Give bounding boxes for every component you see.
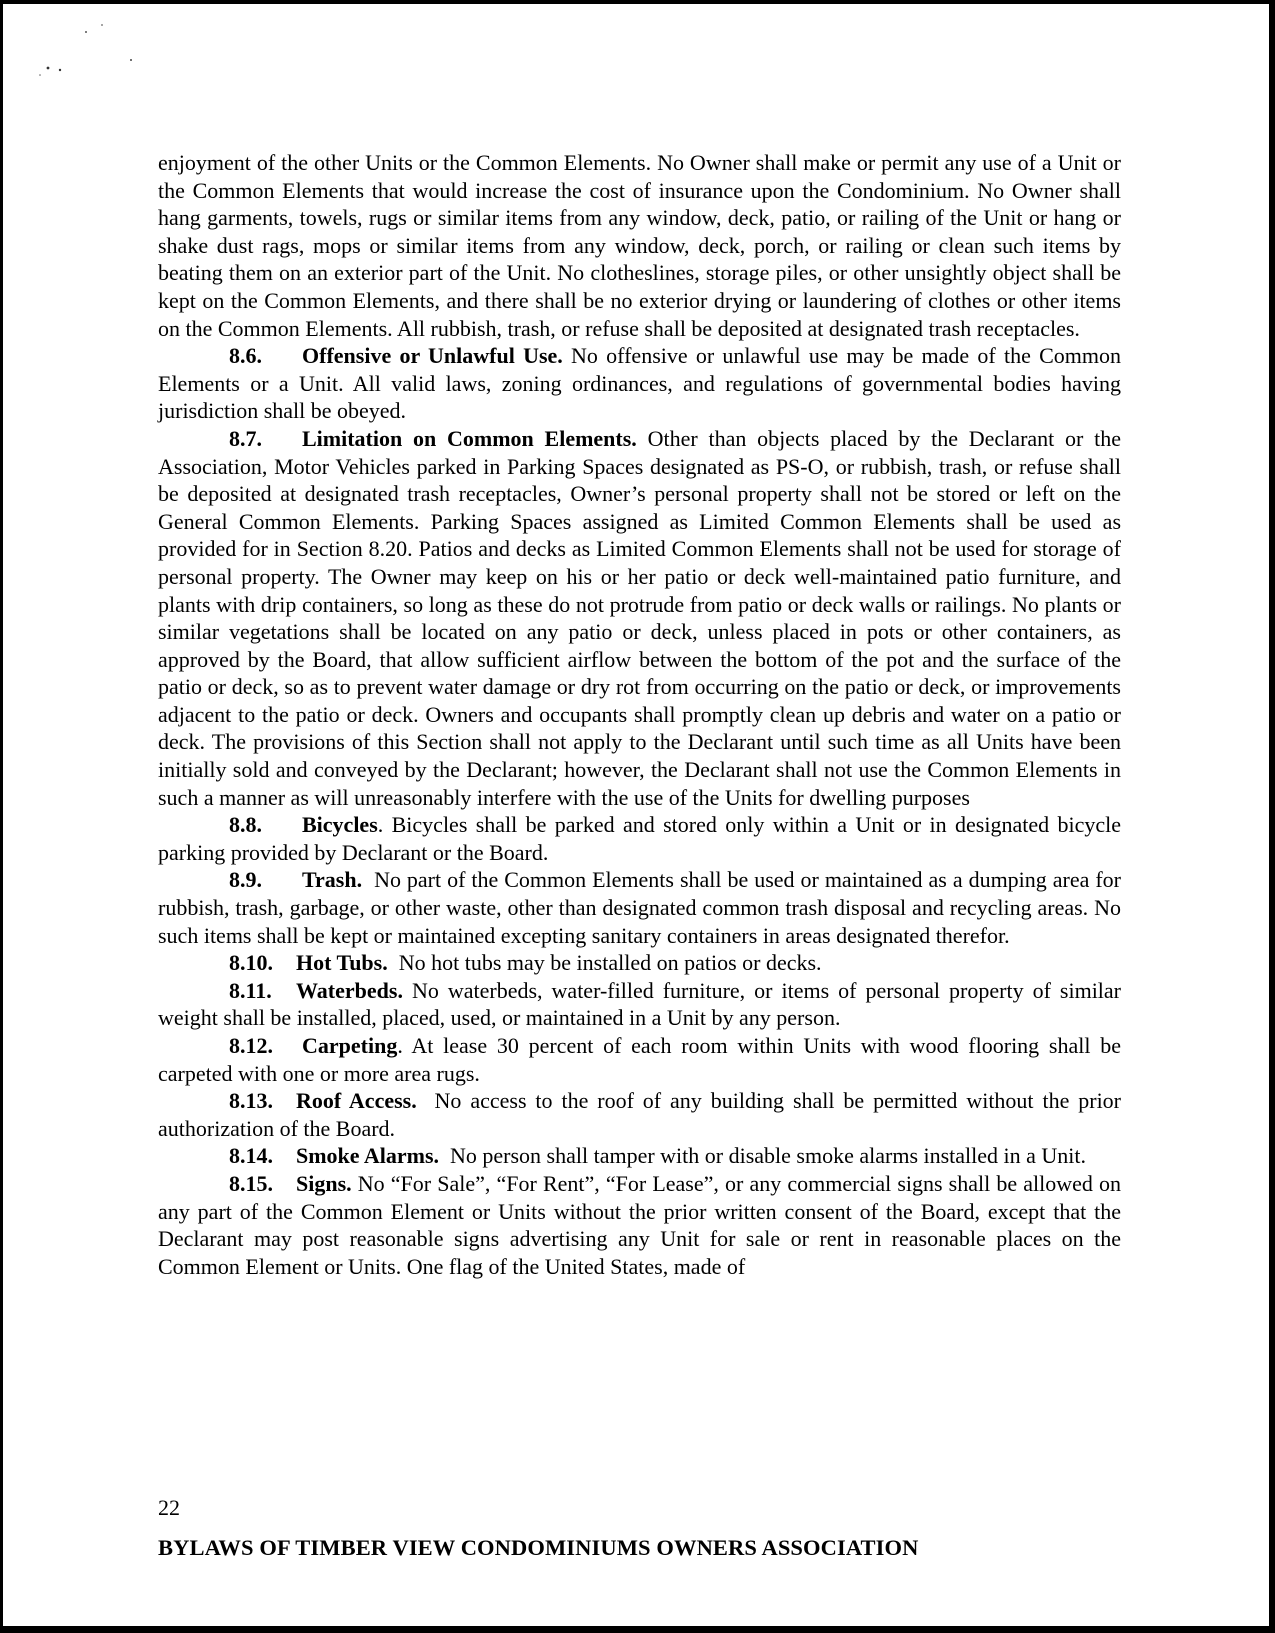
section-number: 8.8. [229, 812, 262, 838]
section-title: Carpeting [302, 1033, 398, 1058]
speck [101, 24, 103, 26]
section-title: Hot Tubs. [296, 950, 388, 976]
section-number: 8.12. [229, 1033, 273, 1058]
section-number: 8.11. [229, 977, 272, 1003]
section-title: Roof Access. [296, 1088, 417, 1114]
section-text: No hot tubs may be installed on patios or decks. [398, 950, 822, 976]
speck [130, 59, 132, 61]
section-title: Smoke Alarms. [296, 1143, 439, 1169]
speck [85, 31, 87, 33]
section-text: No offensive or unlawful use may be made of the Common Elements or a Unit. All valid laws, zoning ordinances, and regulations of governmental bodies having jurisdiction shall be obeyed. [158, 343, 1121, 424]
page-number: 22 [158, 1495, 180, 1520]
speck [39, 74, 41, 76]
speck [59, 69, 61, 71]
scan-specks [30, 20, 150, 90]
section-8-11 [158, 977, 1121, 1032]
opening-paragraph: enjoyment of the other Units or the Common Elements. No Owner shall make or permit any use of a Unit or the Common Elements that would increase the cost of insurance upon the Condominium. No Owner shall hang garments, towels, rugs or similar items from any window, deck, patio, or railing of the Unit or hang or shake dust rags, mops or similar items from any window, deck, porch, or railing or clean such items by beating them on an exterior part of the Unit. No clotheslines, storage piles, or other unsightly object shall be kept on the Common Elements, and there shall be no exterior drying or laundering of clothes or other items on the Common Elements. All rubbish, trash, or refuse shall be deposited at designated trash receptacles. [158, 150, 1121, 341]
section-title: Offensive or Unlawful Use. [302, 343, 563, 369]
footer-title: BYLAWS OF TIMBER VIEW CONDOMINIUMS OWNERS ASSOCIATION [158, 1535, 919, 1560]
section-8-15 [158, 1170, 1121, 1280]
section-8-10 [158, 949, 1121, 977]
section-number: 8.6. [229, 343, 262, 369]
section-8-12 [158, 1032, 1121, 1087]
section-8-8 [158, 811, 1121, 866]
section-title: Bicycles [302, 812, 378, 838]
document-body [158, 149, 1121, 1280]
section-8-13 [158, 1087, 1121, 1142]
section-text: Other than objects placed by the Declarant or the Association, Motor Vehicles parked in Parking Spaces designated as PS-O, or rubbish, trash, or refuse shall be deposited at designated trash receptacles, Owner’s personal property shall not be stored or left on the General Common Elements. Parking Spaces assigned as Limited Common Elements shall be used as provided for in Section 8.20. Patios and decks as Limited Common Elements shall not be used for storage of personal property. The Owner may keep on his or her patio or deck well-maintained patio furniture, and plants with drip containers, so long as these do not protrude from patio or deck walls or railings. No plants or similar vegetations shall be located on any patio or deck, unless placed in pots or other containers, as approved by the Board, that allow sufficient airflow between the bottom of the pot and the surface of the patio or deck, so as to prevent water damage or dry rot from occurring on the patio or deck, or improvements adjacent to the patio or deck. Owners and occupants shall promptly clean up debris and water on a patio or deck. The provisions of this Section shall not apply to the Declarant until such time as all Units have been initially sold and conveyed by the Declarant; however, the Declarant shall not use the Common Elements in such a manner as will unreasonably interfere with the use of the Units for dwelling purposes [158, 425, 1122, 810]
section-text: No access to the roof of any building shall be permitted without the prior authorization of the Board. [158, 1088, 1122, 1141]
section-text: No person shall tamper with or disable smoke alarms installed in a Unit. [450, 1143, 1087, 1169]
section-text: . At lease 30 percent of each room within Units with wood flooring shall be carpeted with one or more area rugs. [158, 1033, 1121, 1086]
section-number: 8.7. [229, 425, 262, 451]
speck [47, 67, 50, 70]
section-number: 8.14. [229, 1143, 273, 1169]
section-title: Limitation on Common Elements. [302, 425, 637, 451]
section-8-14 [158, 1142, 1121, 1170]
section-text: No “For Sale”, “For Rent”, “For Lease”, or any commercial signs shall be allowed on any part of the Common Element or Units without the prior written consent of the Board, except that the Declarant may post reasonable signs advertising any Unit for sale or rent in reasonable places on the Common Element or Units. One flag of the United States, made of [158, 1170, 1122, 1279]
section-8-6 [158, 342, 1121, 425]
section-title: Signs. [296, 1170, 352, 1196]
section-text: No part of the Common Elements shall be used or maintained as a dumping area for rubbish, trash, garbage, or other waste, other than designated common trash disposal and recycling areas. No such items shall be kept or maintained excepting sanitary containers in areas designated therefor. [158, 867, 1122, 948]
section-8-9 [158, 866, 1121, 949]
section-number: 8.10. [229, 950, 273, 976]
section-8-7 [158, 425, 1121, 811]
section-number: 8.9. [229, 867, 262, 893]
section-number: 8.15. [229, 1170, 273, 1196]
section-text: No waterbeds, water-filled furniture, or items of personal property of similar weight shall be installed, placed, used, or maintained in a Unit by any person. [158, 977, 1122, 1031]
section-title: Trash. [302, 867, 363, 893]
section-text: . Bicycles shall be parked and stored only within a Unit or in designated bicycle parking provided by Declarant or the Board. [158, 812, 1121, 865]
section-number: 8.13. [229, 1088, 273, 1114]
section-title: Waterbeds. [296, 977, 403, 1003]
